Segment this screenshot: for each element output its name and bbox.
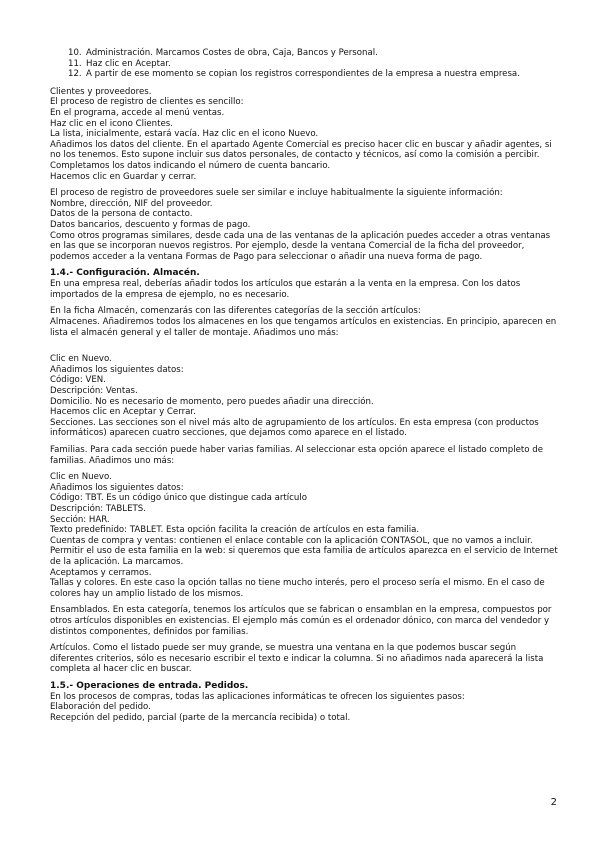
text-line: Añadimos los siguientes datos: <box>50 482 184 493</box>
text-line: Texto predefinido: TABLET. Esta opción facilita la creación de artículos en esta familia. <box>50 525 420 536</box>
text-line: Código: TBT. Es un código único que distingue cada artículo <box>50 493 307 504</box>
text-line: Descripción: Ventas. <box>50 386 138 397</box>
text-line: Secciones. Las secciones son el nivel más alto de agrupamiento de los artículos. En esta empresa (con productos informáticos) aparecen cuatro secciones, que dejamos como aparece en el listado. <box>50 417 539 439</box>
text-line: En los procesos de compras, todas las aplicaciones informáticas te ofrecen los siguientes pasos: <box>50 691 465 702</box>
text-line: Sección: HAR. <box>50 514 110 525</box>
text-line: Datos de la persona de contacto. <box>50 209 193 220</box>
family-steps <box>50 472 560 599</box>
text-line: Clic en Nuevo. <box>50 354 112 365</box>
warehouse-steps <box>50 354 560 439</box>
page-number: 2 <box>550 797 557 808</box>
text-line: Haz clic en el icono Clientes. <box>50 118 173 129</box>
text-line: Elaboración del pedido. <box>50 702 151 713</box>
text-line: Código: VEN. <box>50 375 106 386</box>
paragraph <box>50 643 560 675</box>
numbered-list <box>50 48 560 80</box>
text-line: Familias. Para cada sección puede haber varias familias. Al seleccionar esta opción aparece el listado completo de familias. Añadimos uno más: <box>50 445 543 466</box>
document-page <box>50 48 560 730</box>
paragraph <box>50 605 560 637</box>
text-line: Completamos los datos indicando el número de cuenta bancario. <box>50 160 331 171</box>
text-line: El proceso de registro de clientes es sencillo: <box>50 97 244 108</box>
text-line: Almacenes. Añadiremos todos los almacenes en los que tengamos artículos en existencias. En principio, aparecen en lista el almacén general y el taller de montaje. Añadimos uno más: <box>50 317 557 338</box>
paragraph <box>50 279 560 300</box>
text-line: Datos bancarios, descuento y formas de pago. <box>50 219 251 230</box>
clients-block <box>50 87 560 182</box>
section-heading-1-5: 1.5.- Operaciones de entrada. Pedidos. <box>50 680 249 691</box>
text-line: El proceso de registro de proveedores suele ser similar e incluye habitualmente la siguiente información: <box>50 188 503 199</box>
list-item: 12. A partir de ese momento se copian los registros correspondientes de la empresa a nuestra empresa. <box>68 69 520 80</box>
text-line: Hacemos clic en Aceptar y Cerrar. <box>50 407 196 418</box>
text-line: Como otros programas similares, desde cada una de las ventanas de la aplicación puedes acceder a otras ventanas en las que se incorporan nuevos registros. Por ejemplo, desde la ventana Comercial de la ficha del proveedor, podemos acceder a la ventana Formas de Pago para seleccionar o añadir una nueva forma de pago. <box>50 230 551 262</box>
paragraph <box>50 306 560 338</box>
text-line: Ensamblados. En esta categoría, tenemos los artículos que se fabrican o ensamblan en la empresa, compuestos por otros artículos disponibles en existencias. El ejemplo más común es el ordenador dónico, con marca del vendedor y distintos componentes, definidos por familias. <box>50 605 552 637</box>
text-line: Añadimos los siguientes datos: <box>50 364 184 375</box>
text-line: La lista, inicialmente, estará vacía. Haz clic en el icono Nuevo. <box>50 129 319 140</box>
text-line: Clientes y proveedores. <box>50 86 152 97</box>
list-item: 10. Administración. Marcamos Costes de obra, Caja, Bancos y Personal. <box>68 48 378 58</box>
text-line: Domicilio. No es necesario de momento, pero puedes añadir una dirección. <box>50 396 374 407</box>
text-line: Añadimos los datos del cliente. En el apartado Agente Comercial es preciso hacer clic en buscar y añadir agentes, si no los tenemos. Esto supone incluir sus datos personales, de contacto y técnicos, así como la comisión a percibir. <box>50 139 552 161</box>
text-line: Artículos. Como el listado puede ser muy grande, se muestra una ventana en la que podemos buscar según diferentes criterios, sólo es necesario escribir el texto e indicar la columna. Si no añadimos nada aparecerá la lista completa al hacer clic en buscar. <box>50 643 544 675</box>
text-line: Descripción: TABLETS. <box>50 503 146 514</box>
paragraph <box>50 445 560 466</box>
text-line: En una empresa real, deberías añadir todos los artículos que estarán a la venta en la empresa. Con los datos importados de la empresa de ejemplo, no es necesario. <box>50 279 521 300</box>
text-line: Permitir el uso de esta familia en la web: si queremos que esta familia de artículos aparezca en el servicio de Internet de la aplicación. La marcamos. <box>50 546 558 567</box>
text-line: Clic en Nuevo. <box>50 472 112 483</box>
text-line: En el programa, accede al menú ventas. <box>50 107 225 118</box>
text-line: Recepción del pedido, parcial (parte de la mercancía recibida) o total. <box>50 713 351 724</box>
text-line: Tallas y colores. En este caso la opción tallas no tiene mucho interés, pero el proceso sería el mismo. En el caso de colores hay un amplio listado de los mismos. <box>50 578 545 599</box>
text-line: Nombre, dirección, NIF del proveedor. <box>50 198 213 209</box>
section-heading-1-4: 1.4.- Configuración. Almacén. <box>50 268 200 279</box>
text-line: En la ficha Almacén, comenzarás con las diferentes categorías de la sección artículos: <box>50 306 421 317</box>
text-line: Aceptamos y cerramos. <box>50 567 152 578</box>
list-item: 11. Haz clic en Aceptar. <box>68 58 171 69</box>
paragraph <box>50 692 560 724</box>
text-line: Hacemos clic en Guardar y cerrar. <box>50 171 197 182</box>
text-line: Cuentas de compra y ventas: contienen el enlace contable con la aplicación CONTASOL, que no vamos a incluir. <box>50 535 533 546</box>
suppliers-block <box>50 188 560 262</box>
spacer <box>50 344 560 354</box>
